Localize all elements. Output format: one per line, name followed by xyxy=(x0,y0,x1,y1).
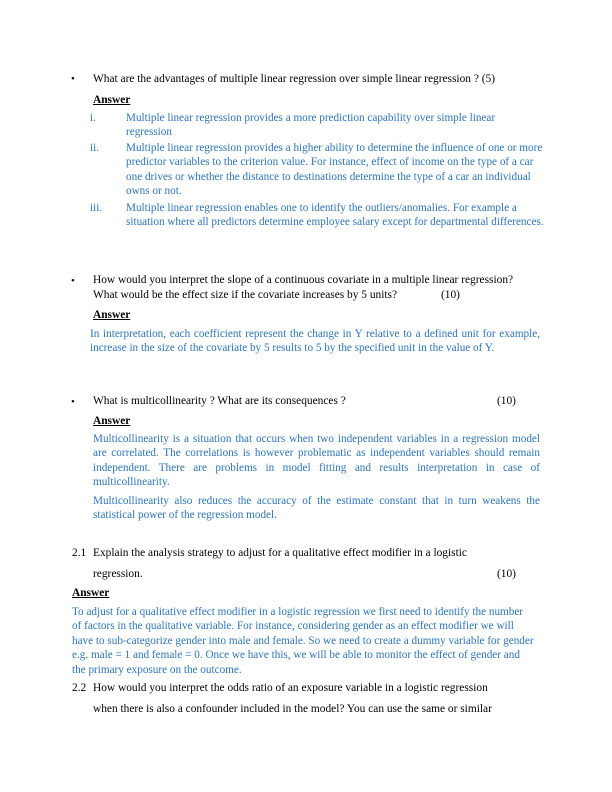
q1-bullet: • xyxy=(71,73,75,85)
q1-item-1-num: i. xyxy=(90,112,96,124)
q22-question-line1: How would you interpret the odds ratio of an exposure variable in a logistic regression xyxy=(93,682,488,694)
q21-answer-heading: Answer xyxy=(72,587,110,599)
q21-question-line2: regression. xyxy=(93,568,143,580)
q1-item-3-num: iii. xyxy=(90,202,103,214)
q1-item-2-text: Multiple linear regression provides a higher ability to determine the influence of one or more predictor variables to the criterion value. For instance, effect of income on the type of a car one drives or whether the distance to destinations determine the type of a car an individual owns or not. xyxy=(126,142,543,198)
q3-answer-paragraph-2: Multicollinearity also reduces the accuracy of the estimate constant that in turn weakens the statistical power of the regression model. xyxy=(93,495,540,522)
q3-answer-paragraph-1: Multicollinearity is a situation that occurs when two independent variables in a regression model are correlated. The correlations is however problematic as independent variables should remain independent. There are problems in model fitting and results interpretation in case of multicollinearity. xyxy=(93,433,540,489)
q3-answer-heading: Answer xyxy=(93,415,131,427)
q1-item-2-num: ii. xyxy=(90,142,100,154)
q22-number: 2.2 xyxy=(72,682,87,694)
q21-question-line1: Explain the analysis strategy to adjust for a qualitative effect modifier in a logistic xyxy=(93,547,467,559)
q21-number: 2.1 xyxy=(72,547,87,559)
q22-question-line2: when there is also a confounder included in the model? You can use the same or similar xyxy=(93,703,492,715)
q2-question-line1: How would you interpret the slope of a continuous covariate in a multiple linear regression? xyxy=(93,274,514,286)
q2-question-line2: What would be the effect size if the covariate increases by 5 units? xyxy=(93,289,398,301)
q2-answer-heading: Answer xyxy=(93,309,131,321)
q2-bullet: • xyxy=(71,275,75,287)
q1-answer-heading: Answer xyxy=(93,94,131,106)
q2-marks: (10) xyxy=(441,289,460,301)
q3-marks: (10) xyxy=(497,395,516,407)
q1-item-3-text: Multiple linear regression enables one to identify the outliers/anomalies. For example a situation where all predictors determine employee salary except for departmental differences. xyxy=(126,202,544,229)
q3-bullet: • xyxy=(71,396,75,408)
q21-marks: (10) xyxy=(497,568,516,580)
q1-question: What are the advantages of multiple linear regression over simple linear regression ? (5) xyxy=(93,73,495,85)
q2-answer-text: In interpretation, each coefficient represent the change in Y relative to a defined unit for example, increase in the size of the covariate by 5 results to 5 by the specified unit in the value of Y. xyxy=(90,328,540,355)
q1-item-1-text: Multiple linear regression provides a more prediction capability over simple linear regression xyxy=(126,112,496,139)
q3-question: What is multicollinearity ? What are its consequences ? xyxy=(93,395,346,407)
q21-answer-text: To adjust for a qualitative effect modifier in a logistic regression we first need to identify the number of factors in the qualitative variable. For instance, considering gender as an effect modifier we will have to sub-categorize gender into male and female. So we need to create a dummy variable for gender e.g. male = 1 and female = 0. Once we have this, we will be able to monitor the effect of gender and the primary exposure on the outcome. xyxy=(72,606,534,676)
